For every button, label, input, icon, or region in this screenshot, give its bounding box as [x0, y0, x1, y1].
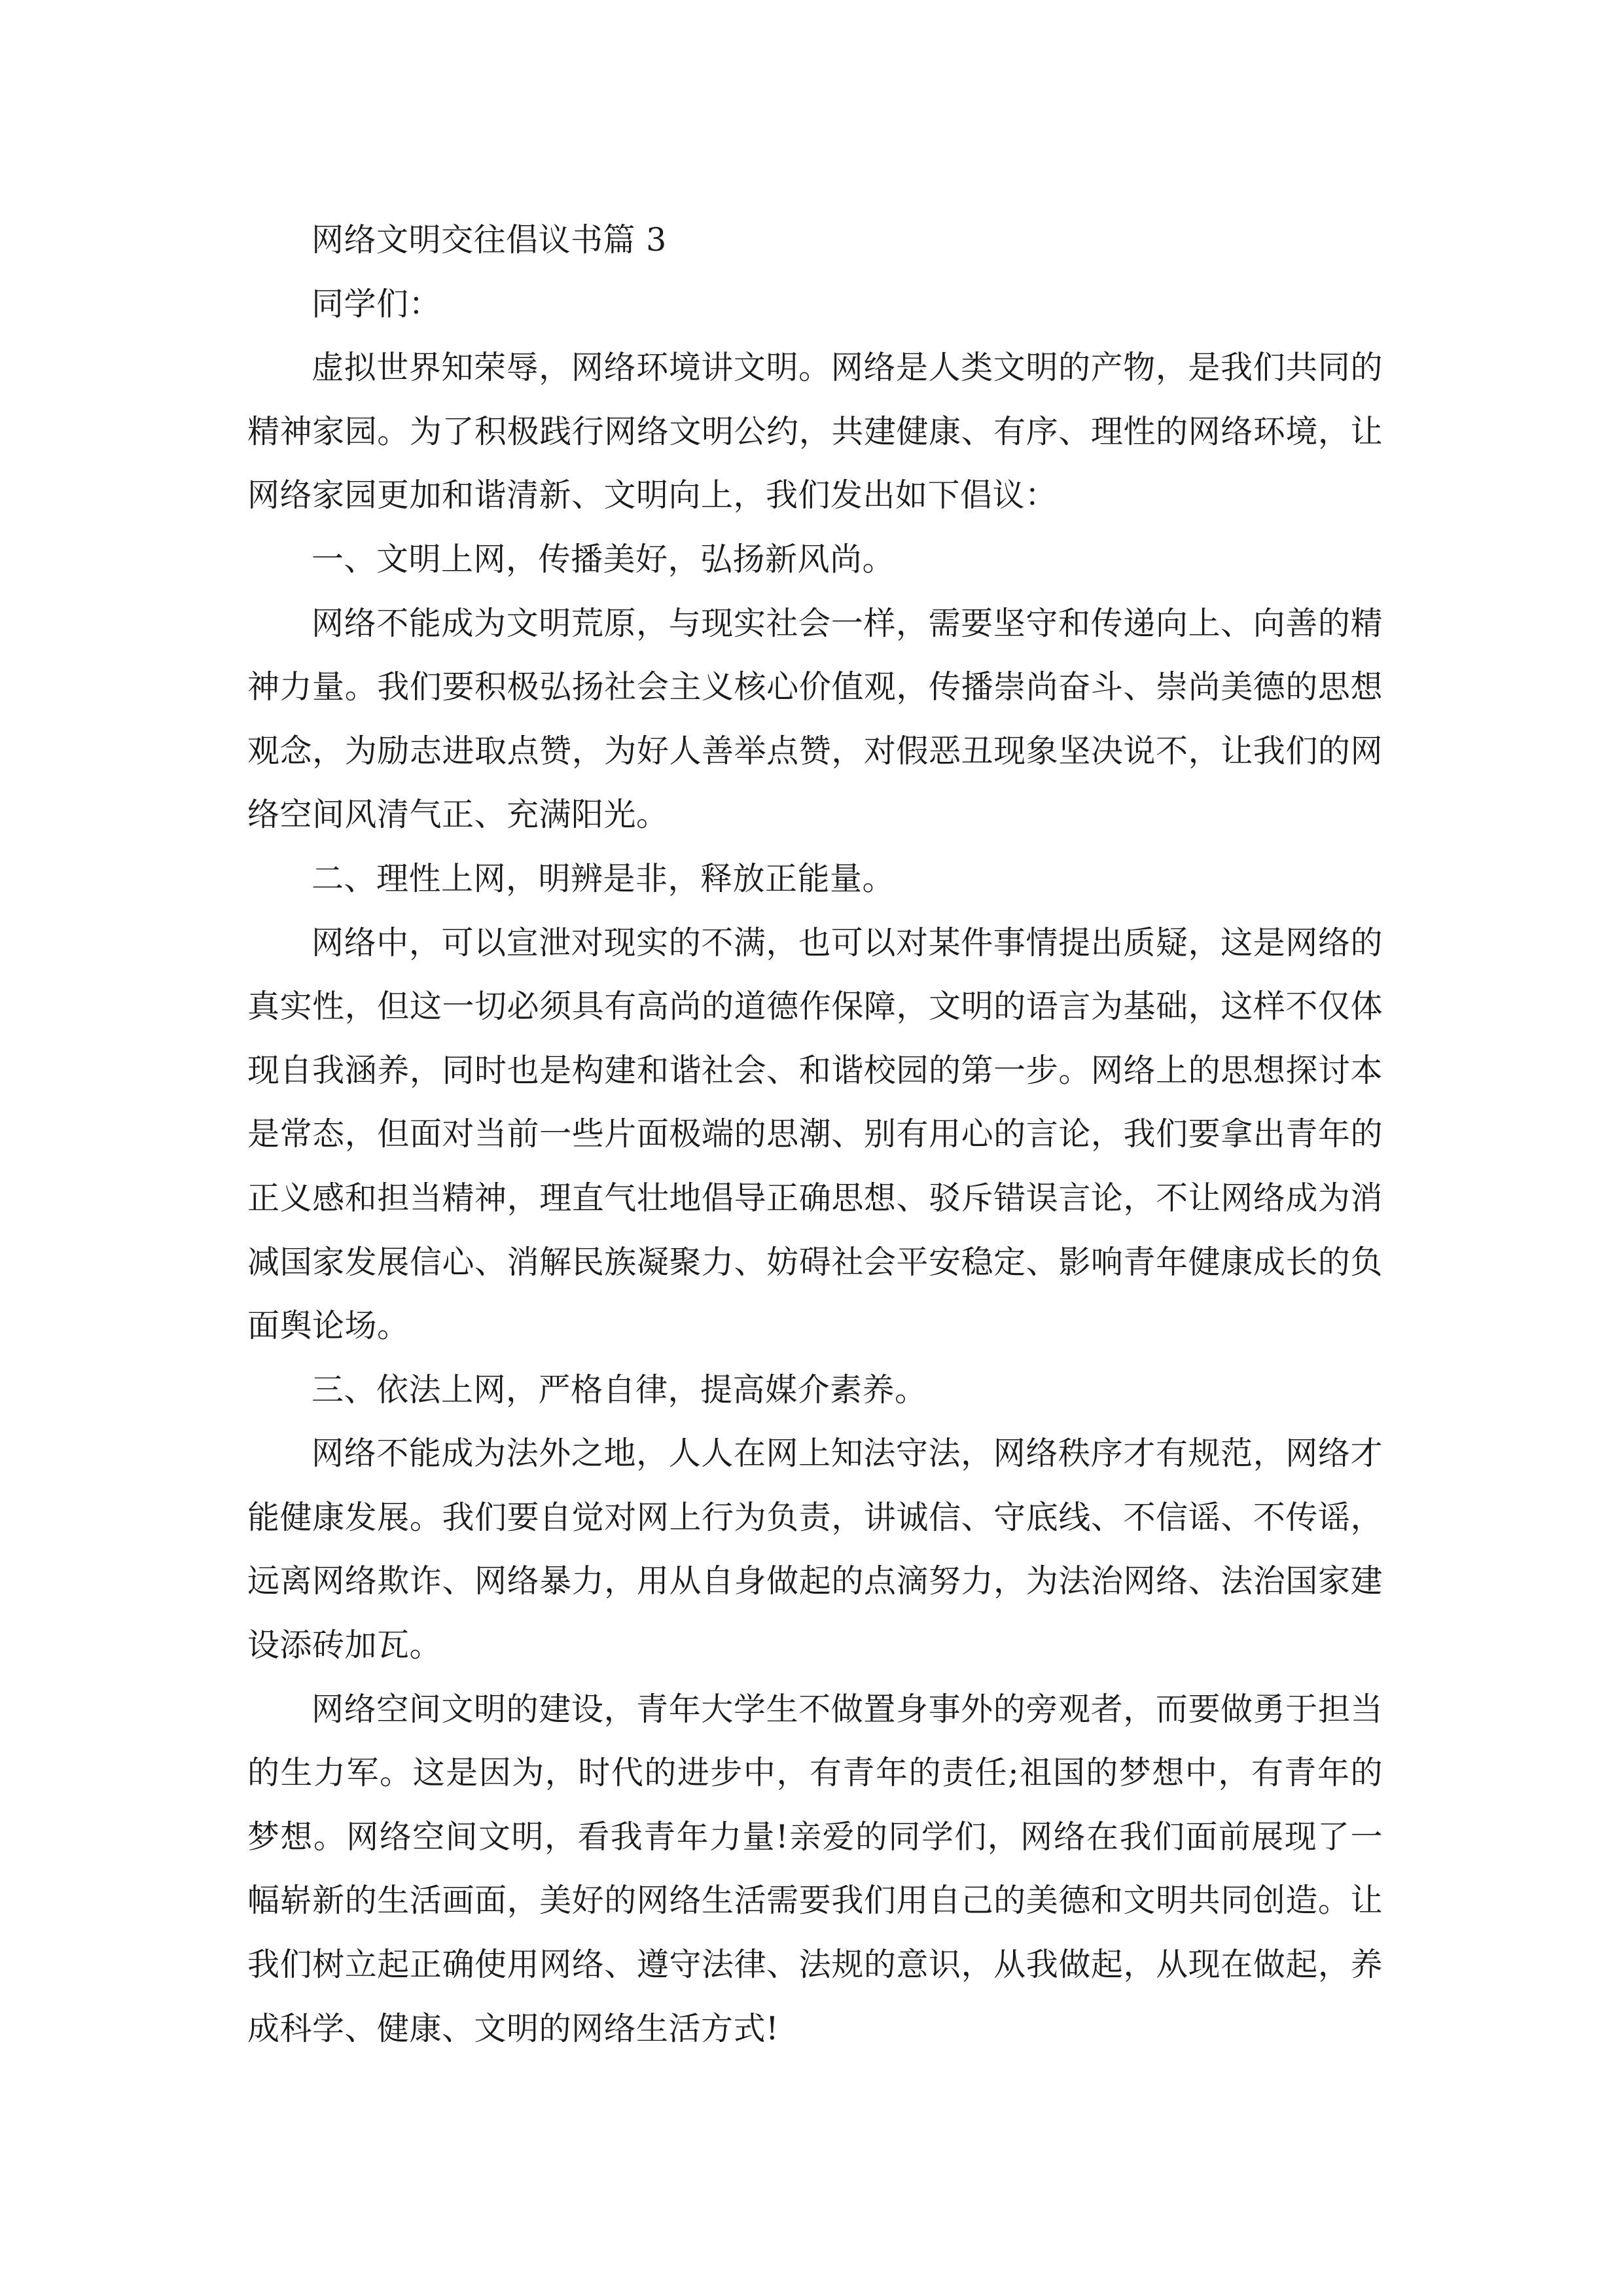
document-page [247, 208, 1383, 2060]
heading-two: 二、理性上网，明辨是非，释放正能量。 [312, 859, 895, 897]
paragraph-one: 网络不能成为文明荒原，与现实社会一样，需要坚守和传递向上、向善的精神力量。我们要积极弘扬社会主义核心价值观，传播崇尚奋斗、崇尚美德的思想观念，为励志进取点赞，为好人善举点赞，对假恶丑现象坚决说不，让我们的网络空间风清气正、充满阳光。 [247, 604, 1383, 834]
salutation: 同学们： [312, 285, 442, 323]
paragraph-intro: 虚拟世界知荣辱，网络环境讲文明。网络是人类文明的产物，是我们共同的精神家园。为了积极践行网络文明公约，共建健康、有序、理性的网络环境，让网络家园更加和谐清新、文明向上，我们发出如下倡议： [247, 349, 1383, 514]
heading-three: 三、依法上网，严格自律，提高媒介素养。 [312, 1371, 927, 1408]
paragraph-closing: 网络空间文明的建设，青年大学生不做置身事外的旁观者，而要做勇于担当的生力军。这是因为，时代的进步中，有青年的责任;祖国的梦想中，有青年的梦想。网络空间文明，看我青年力量!亲爱的同学们，网络在我们面前展现了一幅崭新的生活画面，美好的网络生活需要我们用自己的美德和文明共同创造。让我们树立起正确使用网络、遵守法律、法规的意识，从我做起，从现在做起，养成科学、健康、文明的网络生活方式! [247, 1690, 1383, 2047]
document-title: 网络文明交往倡议书篇 3 [312, 221, 667, 259]
heading-one: 一、文明上网，传播美好，弘扬新风尚。 [312, 540, 895, 578]
paragraph-two: 网络中，可以宣泄对现实的不满，也可以对某件事情提出质疑，这是网络的真实性，但这一切必须具有高尚的道德作保障，文明的语言为基础，这样不仅体现自我涵养，同时也是构建和谐社会、和谐校园的第一步。网络上的思想探讨本是常态，但面对当前一些片面极端的思潮、别有用心的言论，我们要拿出青年的正义感和担当精神，理直气壮地倡导正确思想、驳斥错误言论，不让网络成为消减国家发展信心、消解民族凝聚力、妨碍社会平安稳定、影响青年健康成长的负面舆论场。 [247, 924, 1383, 1345]
paragraph-three: 网络不能成为法外之地，人人在网上知法守法，网络秩序才有规范，网络才能健康发展。我们要自觉对网上行为负责，讲诚信、守底线、不信谣、不传谣，远离网络欺诈、网络暴力，用从自身做起的点滴努力，为法治网络、法治国家建设添砖加瓦。 [247, 1435, 1383, 1664]
